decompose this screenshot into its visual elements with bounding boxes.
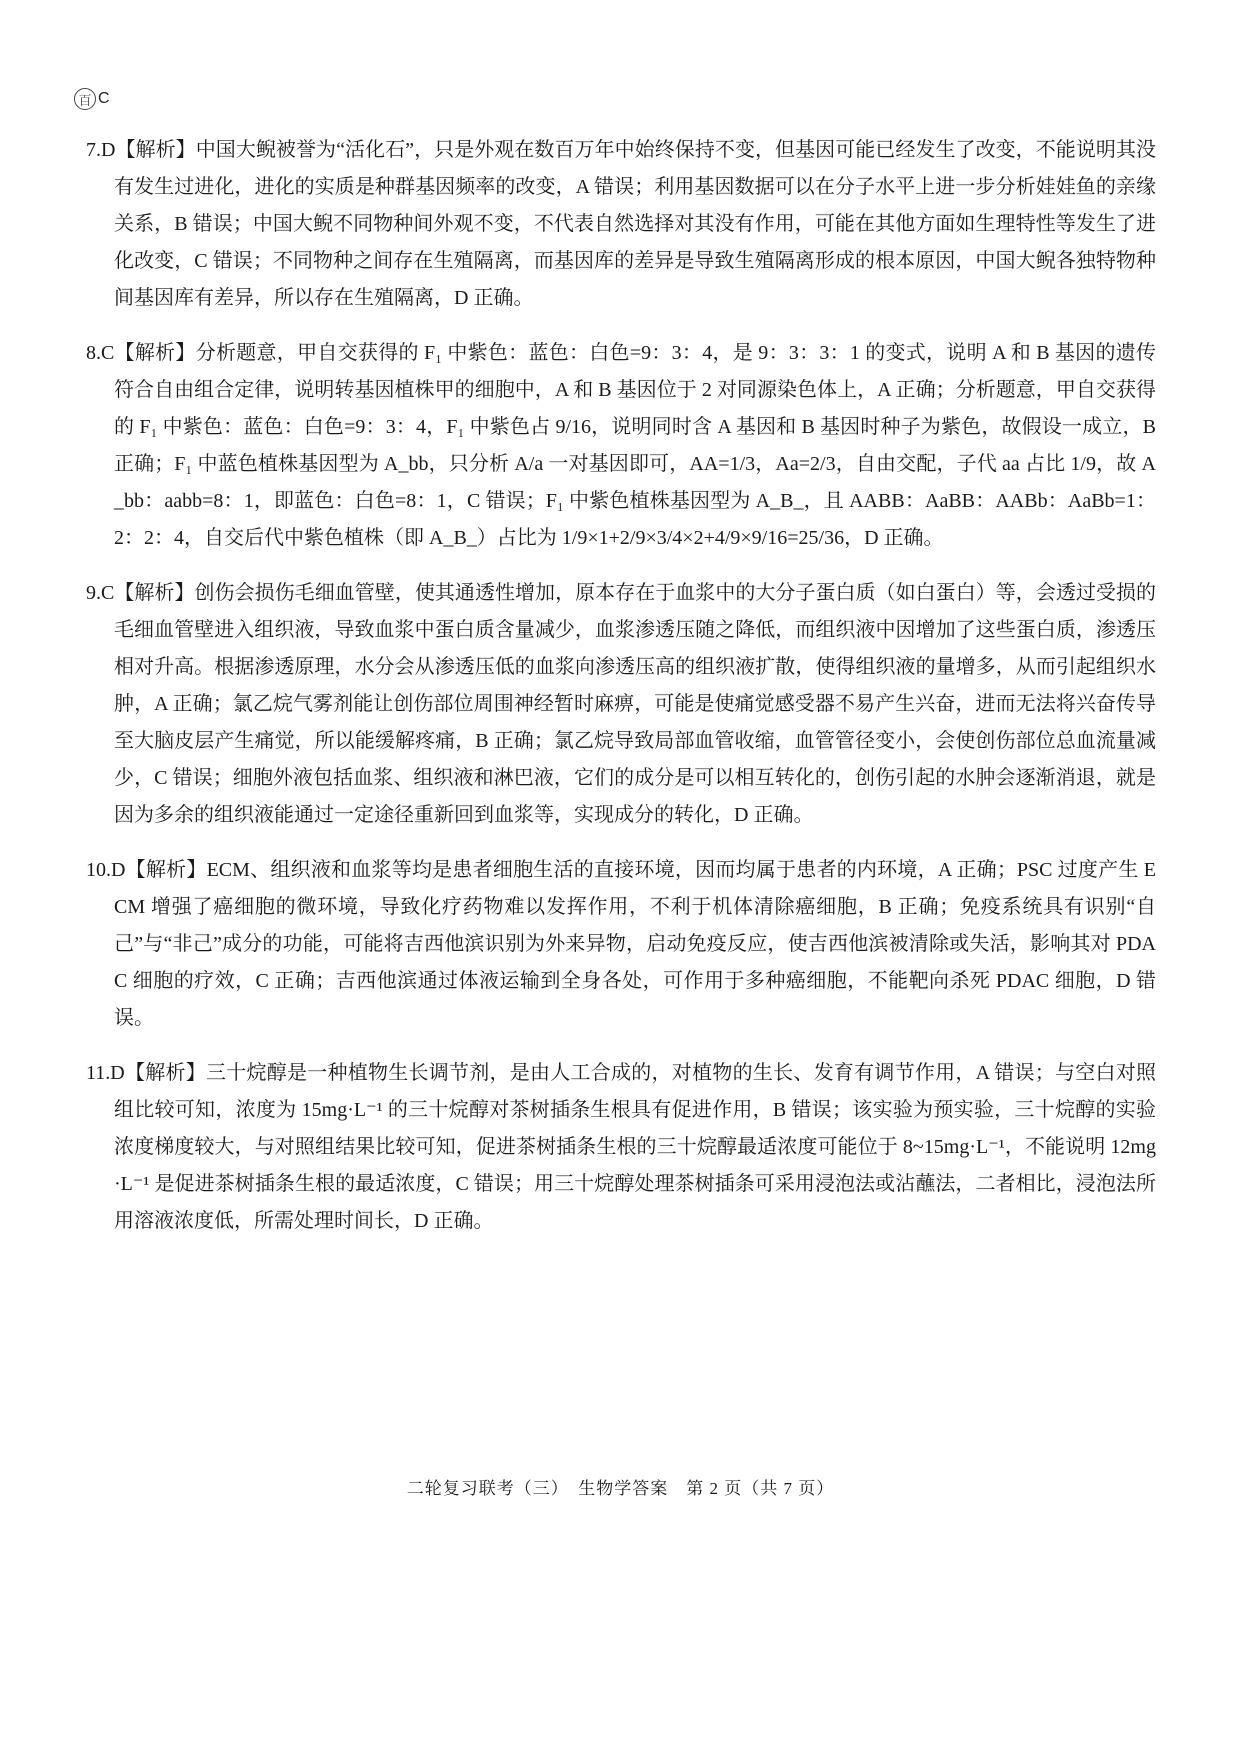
- answer-paragraph-8: 8.C【解析】分析题意，甲自交获得的 F₁ 中紫色：蓝色：白色=9：3：4，是 9：3：3：1 的变式，说明 A 和 B 基因的遗传符合自由组合定律，说明转基因植株甲的细胞中，A 和 B 基因位于 2 对同源染色体上，A 正确；分析题意，甲自交获得的 F₁ 中紫色：蓝色：白色=9：3：4，F₁ 中紫色占 9/16，说明同时含 A 基因和 B 基因时种子为紫色，故假设一成立，B 正确；F₁ 中蓝色植株基因型为 A_bb，只分析 A/a 一对基因即可，AA=1/3，Aa=2/3，自由交配，子代 aa 占比 1/9，故 A_bb：aabb=8：1，即蓝色：白色=8：1，C 错误；F₁ 中紫色植株基因型为 A_B_，且 AABB：AaBB：AABb：AaBb=1：2：2：4，自交后代中紫色植株（即 A_B_）占比为 1/9×1+2/9×3/4×2+4/9×9/16=25/36，D 正确。: [86, 342, 1156, 549]
- watermark-label: C: [98, 90, 110, 107]
- answer-paragraph-7: 7.D【解析】中国大鲵被誉为“活化石”，只是外观在数百万年中始终保持不变，但基因可能已经发生了改变，不能说明其没有发生过进化，进化的实质是种群基因频率的改变，A 错误；利用基因数据可以在分子水平上进一步分析娃娃鱼的亲缘关系，B 错误；中国大鲵不同物种间外观不变，不代表自然选择对其没有作用，可能在其他方面如生理特性等发生了进化改变，C 错误；不同物种之间存在生殖隔离，而基因库的差异是导致生殖隔离形成的根本原因，中国大鲵各独特物种间基因库有差异，所以存在生殖隔离，D 正确。: [86, 139, 1156, 309]
- answer-paragraph-11: 11.D【解析】三十烷醇是一种植物生长调节剂，是由人工合成的，对植物的生长、发育有调节作用，A 错误；与空白对照组比较可知，浓度为 15mg·L⁻¹ 的三十烷醇对茶树插条生根具有促进作用，B 错误；该实验为预实验，三十烷醇的实验浓度梯度较大，与对照组结果比较可知，促进茶树插条生根的三十烷醇最适浓度可能位于 8~15mg·L⁻¹，不能说明 12mg·L⁻¹ 是促进茶树插条生根的最适浓度，C 错误；用三十烷醇处理茶树插条可采用浸泡法或沾蘸法，二者相比，浸泡法所用溶液浓度低，所需处理时间长，D 正确。: [86, 1062, 1156, 1232]
- answer-paragraph-10: 10.D【解析】ECM、组织液和血浆等均是患者细胞生活的直接环境，因而均属于患者的内环境，A 正确；PSC 过度产生 ECM 增强了癌细胞的微环境，导致化疗药物难以发挥作用，不利于机体清除癌细胞，B 正确；免疫系统具有识别“自己”与“非己”成分的功能，可能将吉西他滨识别为外来异物，启动免疫反应，使吉西他滨被清除或失活，影响其对 PDAC 细胞的疗效，C 正确；吉西他滨通过体液运输到全身各处，可作用于多种癌细胞，不能靶向杀死 PDAC 细胞，D 错误。: [86, 859, 1156, 1029]
- answer-content: [86, 132, 1156, 1258]
- page-footer: 二轮复习联考（三） 生物学答案 第 2 页（共 7 页）: [406, 1479, 835, 1498]
- watermark: [74, 88, 110, 110]
- answer-paragraph-9: 9.C【解析】创伤会损伤毛细血管壁，使其通透性增加，原本存在于血浆中的大分子蛋白质（如白蛋白）等，会透过受损的毛细血管壁进入组织液，导致血浆中蛋白质含量减少，血浆渗透压随之降低，而组织液中因增加了这些蛋白质，渗透压相对升高。根据渗透原理，水分会从渗透压低的血浆向渗透压高的组织液扩散，使得组织液的量增多，从而引起组织水肿，A 正确；氯乙烷气雾剂能让创伤部位周围神经暂时麻痹，可能是使痛觉感受器不易产生兴奋，进而无法将兴奋传导至大脑皮层产生痛觉，所以能缓解疼痛，B 正确；氯乙烷导致局部血管收缩，血管管径变小，会使创伤部位总血流量减少，C 错误；细胞外液包括血浆、组织液和淋巴液，它们的成分是可以相互转化的，创伤引起的水肿会逐渐消退，就是因为多余的组织液能通过一定途径重新回到血浆等，实现成分的转化，D 正确。: [86, 582, 1156, 826]
- watermark-circle-icon: 百: [74, 88, 96, 110]
